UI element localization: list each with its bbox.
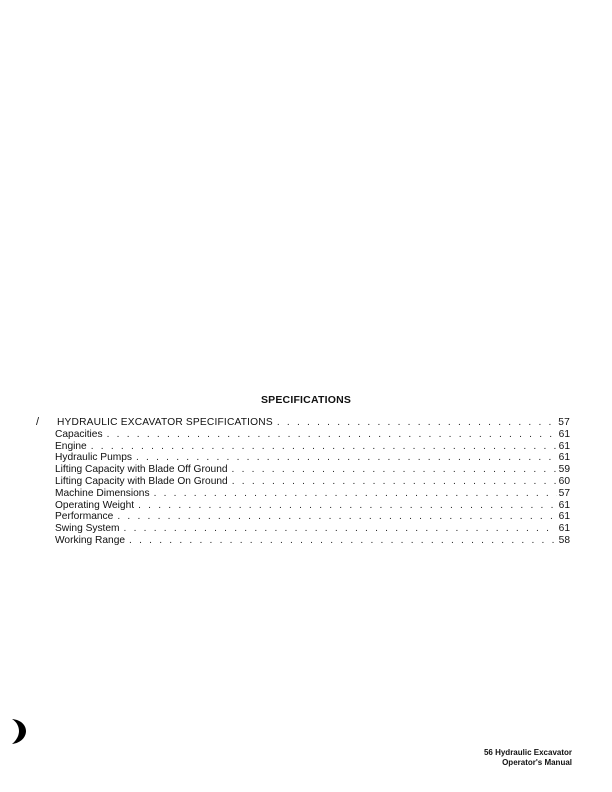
toc-main-entry	[36, 417, 570, 429]
toc-entry-title: Lifting Capacity with Blade On Ground	[55, 475, 228, 487]
toc-entry-operating-weight	[36, 500, 570, 512]
toc-entry-machine-dimensions	[36, 488, 570, 500]
toc-page-number: 61	[558, 440, 570, 452]
toc-entry-title: Machine Dimensions	[55, 487, 150, 499]
dot-leader	[277, 417, 556, 429]
toc-entry-title: Performance	[55, 511, 114, 523]
toc-entry-performance	[36, 511, 570, 523]
toc-entry-title: Operating Weight	[55, 499, 135, 511]
toc-page-number: 58	[558, 534, 570, 546]
dot-leader	[91, 441, 557, 453]
revision-change-mark: /	[36, 416, 40, 428]
footer-manual-subtitle: Operator's Manual	[502, 758, 572, 767]
toc-page-number: 57	[558, 417, 570, 428]
dot-leader	[154, 488, 557, 500]
toc-entry-title: HYDRAULIC EXCAVATOR SPECIFICATIONS	[57, 417, 273, 428]
toc-page-number: 61	[558, 428, 570, 440]
table-of-contents	[36, 417, 570, 547]
dot-leader	[124, 523, 557, 535]
binding-hole-mark	[6, 716, 28, 746]
toc-page-number: 61	[558, 452, 570, 464]
toc-entry-title: Engine	[55, 440, 87, 452]
toc-page-number: 59	[558, 464, 570, 476]
toc-entry-title: Capacities	[55, 428, 103, 440]
dot-leader	[136, 452, 557, 464]
toc-entry-lifting-capacity-blade-off	[36, 464, 570, 476]
section-title: SPECIFICATIONS	[260, 394, 352, 406]
toc-page-number: 61	[558, 523, 570, 535]
toc-page-number: 60	[558, 475, 570, 487]
toc-page-number: 61	[558, 499, 570, 511]
toc-entry-title: Lifting Capacity with Blade Off Ground	[55, 464, 228, 476]
dot-leader	[107, 429, 557, 441]
dot-leader	[138, 500, 557, 512]
toc-page-number: 57	[558, 487, 570, 499]
toc-entry-hydraulic-pumps	[36, 452, 570, 464]
toc-entry-capacities	[36, 429, 570, 441]
toc-entry-lifting-capacity-blade-on	[36, 476, 570, 488]
toc-entry-title: Swing System	[55, 523, 120, 535]
toc-entry-swing-system	[36, 523, 570, 535]
dot-leader	[232, 476, 557, 488]
toc-entry-title: Hydraulic Pumps	[55, 452, 132, 464]
page-footer	[484, 748, 572, 768]
dot-leader	[117, 511, 556, 523]
toc-entry-working-range	[36, 535, 570, 547]
dot-leader	[232, 464, 557, 476]
toc-entry-engine	[36, 441, 570, 453]
dot-leader	[129, 535, 557, 547]
toc-entry-title: Working Range	[55, 534, 126, 546]
toc-page-number: 61	[558, 511, 570, 523]
footer-manual-title: 56 Hydraulic Excavator	[483, 748, 572, 757]
